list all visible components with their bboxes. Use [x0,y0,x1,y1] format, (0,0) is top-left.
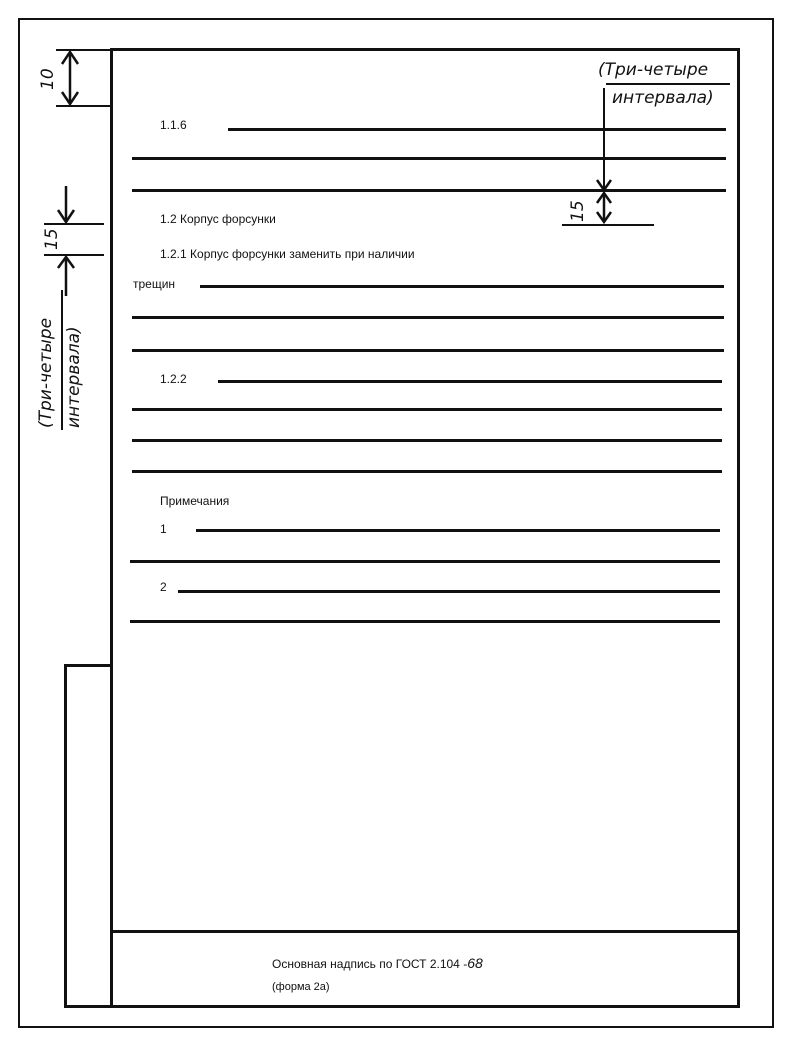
item-1-1-6: 1.1.6 [160,118,187,132]
footer-line1-prefix: Основная надпись по ГОСТ 2.104 - [272,957,468,971]
dimension-15-right-label: 15 [568,200,588,222]
footer-line1 [272,956,483,971]
cracks-text: трещин [133,277,176,291]
rule [178,590,720,593]
rule [200,285,724,288]
rule [130,620,720,623]
rule [132,349,724,352]
rule [196,529,720,532]
heading-1-2: 1.2 Корпус форсунки [160,212,276,226]
note-1-number: 1 [160,522,167,536]
left-annotation-line2: интервала) [64,326,84,428]
item-1-2-2: 1.2.2 [160,372,187,386]
rule [228,128,726,131]
rule [132,189,726,192]
top-annotation-line2: интервала) [612,88,714,108]
top-annotation-line1: (Три-четыре [598,60,709,80]
notes-title: Примечания [160,494,230,508]
note-2-number: 2 [160,580,167,594]
rule [130,560,720,563]
rule [132,408,722,411]
dimension-10-label: 10 [38,68,58,90]
rule [218,380,722,383]
rule [132,439,722,442]
left-annotation-line1: (Три-четыре [36,317,56,428]
item-1-2-1: 1.2.1 Корпус форсунки заменить при наличии [160,247,415,261]
rule [132,470,722,473]
dimension-15-left-label: 15 [42,228,62,250]
rule [132,316,724,319]
footer-line1-year: 68 [467,955,483,971]
rule [132,157,726,160]
footer-line2: (форма 2а) [272,981,330,993]
